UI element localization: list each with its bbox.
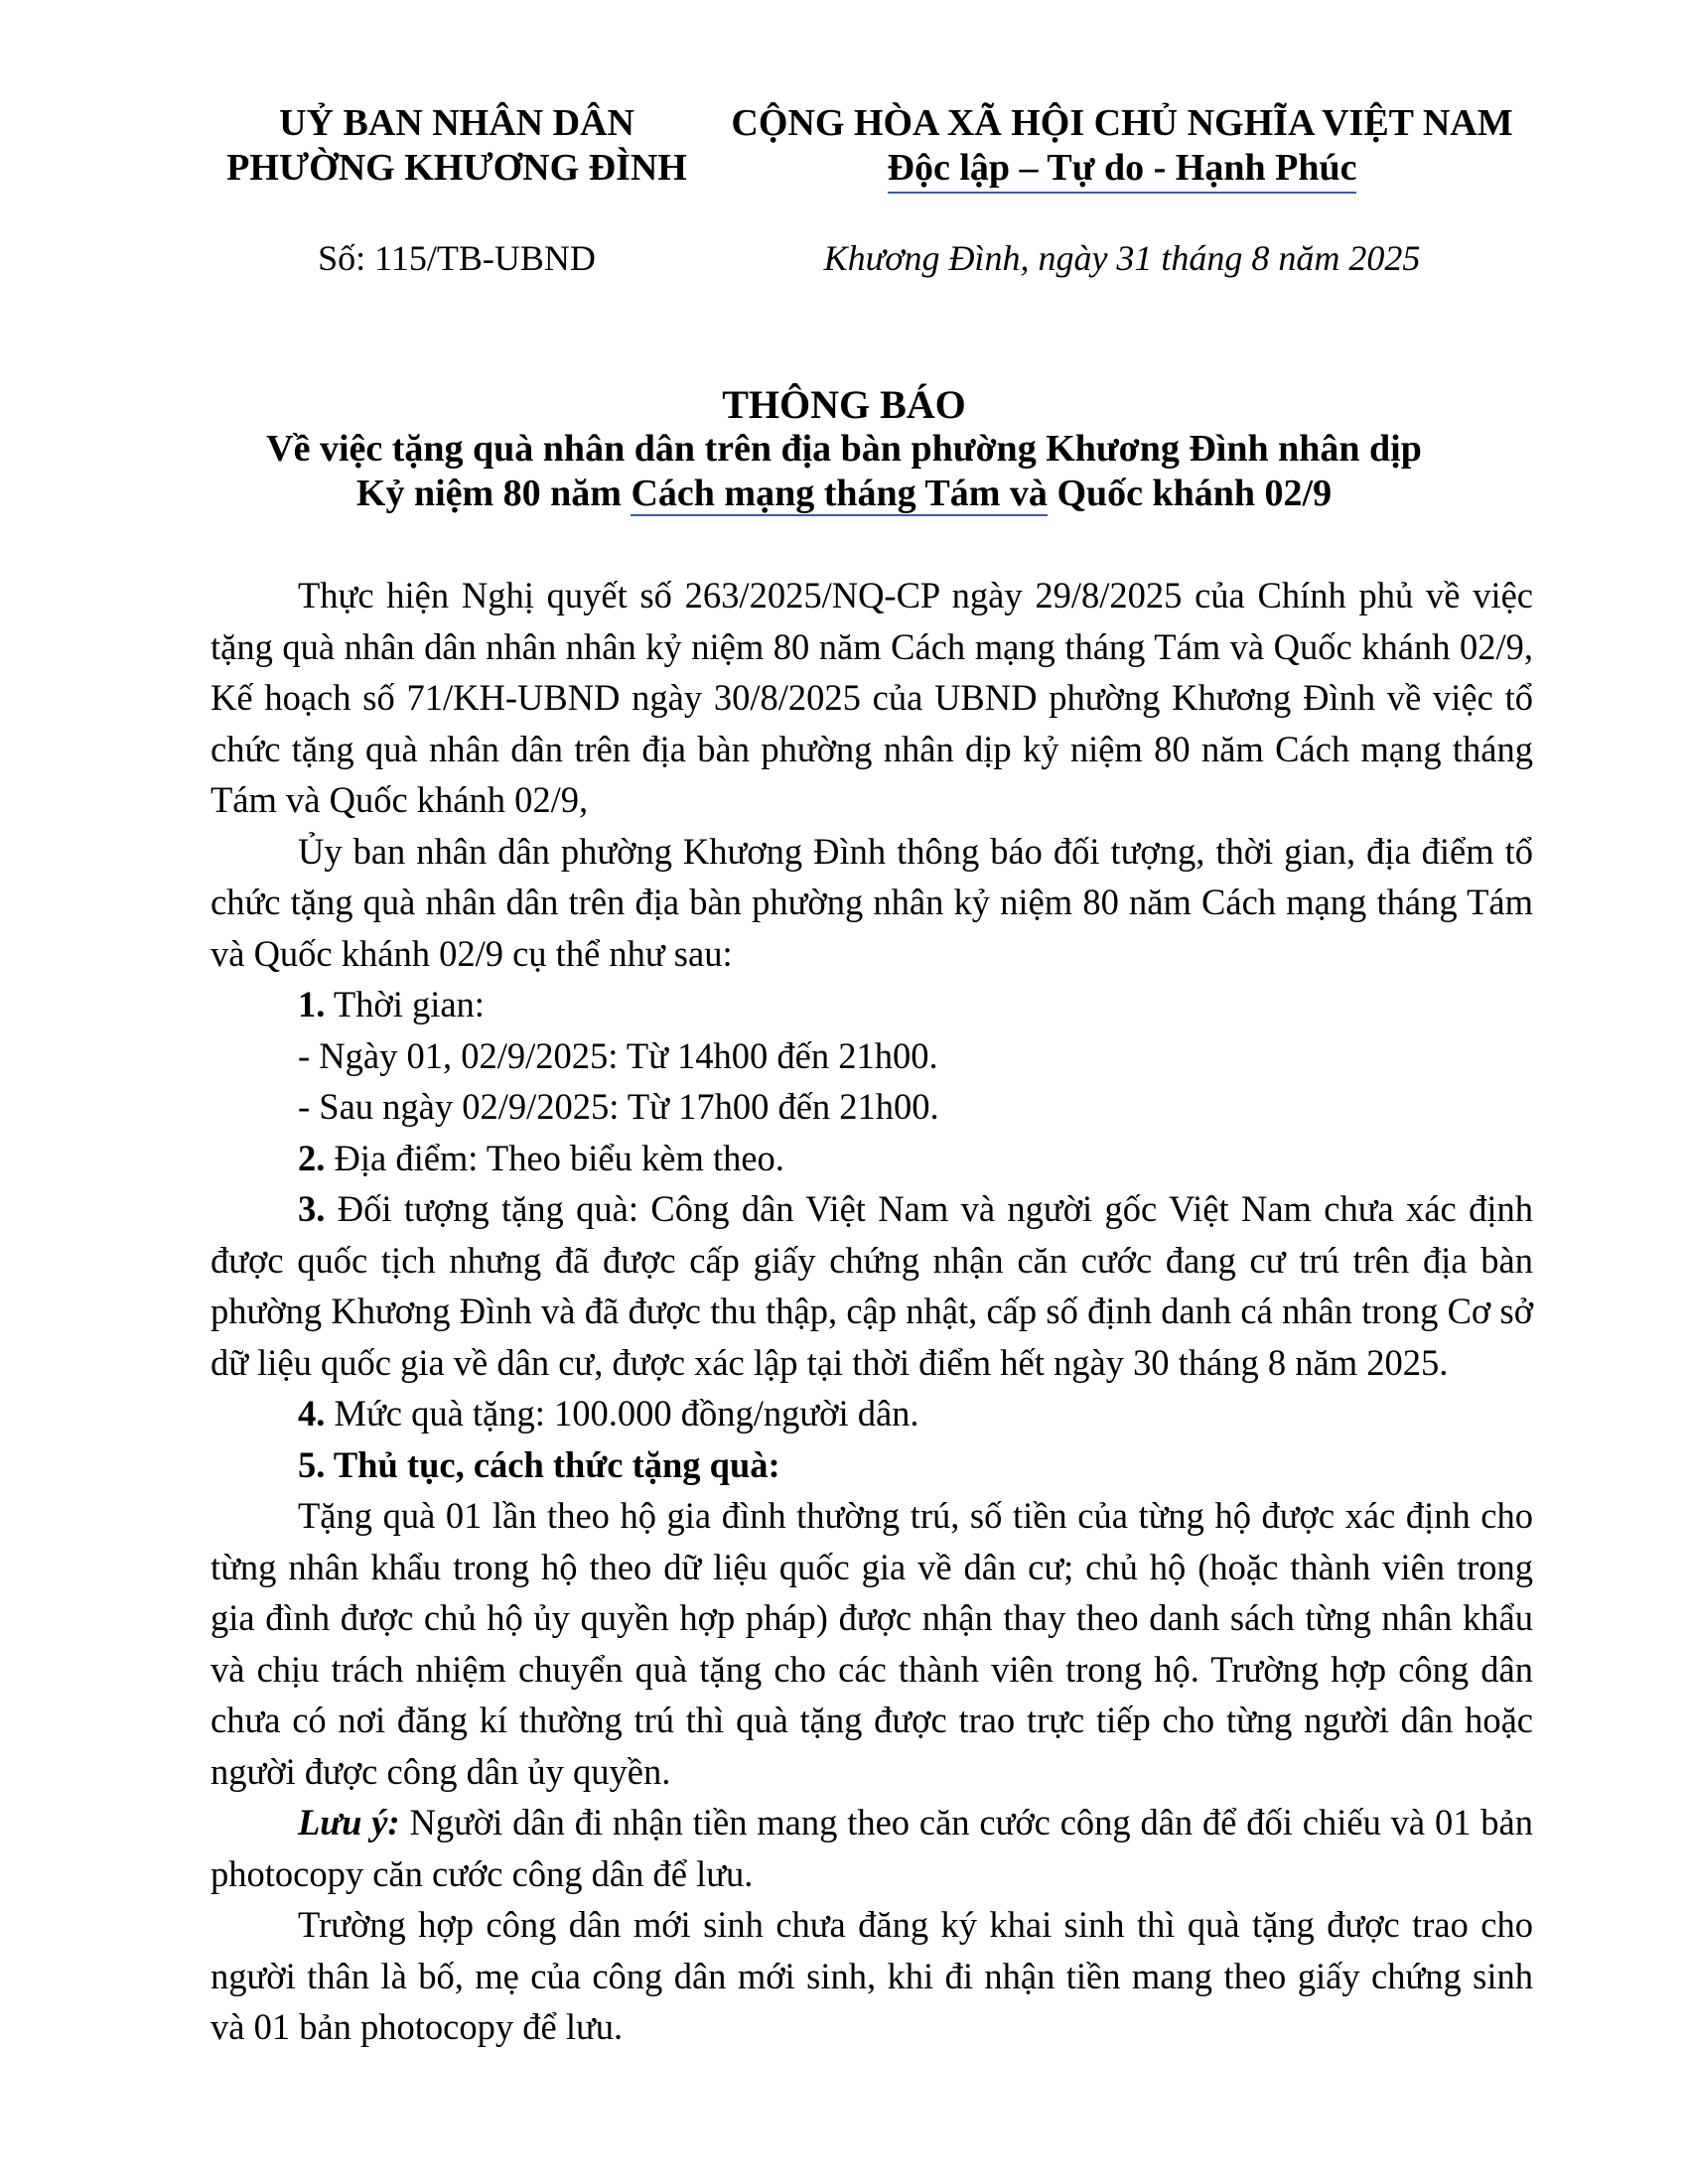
- national-name: CỘNG HÒA XÃ HỘI CHỦ NGHĨA VIỆT NAM: [731, 102, 1513, 144]
- item-recipients: 3. Đối tượng tặng quà: Công dân Việt Nam và người gốc Việt Nam chưa xác định được quốc tịch nhưng đã được cấp giấy chứng nhận căn cước đang cư trú trên địa bàn phường Khương Đình và đã được thu thập, cập nhật, cấp số định danh cá nhân trong Cơ sở dữ liệu quốc gia về dân cư, được xác lập tại thời điểm hết ngày 30 tháng 8 năm 2025.: [211, 1188, 1533, 1383]
- item-location: 2. Địa điểm: Theo biểu kèm theo.: [298, 1137, 784, 1178]
- item-time: 1. Thời gian:: [298, 984, 485, 1024]
- paragraph-basis: Thực hiện Nghị quyết số 263/2025/NQ-CP ngày 29/8/2025 của Chính phủ về việc tặng quà nhân dân nhân nhân kỷ niệm 80 năm Cách mạng tháng Tám và Quốc khánh 02/9, Kế hoạch số 71/KH-UBND ngày 30/8/2025 của UBND phường Khương Đình về việc tổ chức tặng quà nhân dân trên địa bàn phường nhân dịp kỷ niệm 80 năm Cách mạng tháng Tám và Quốc khánh 02/9,: [211, 575, 1533, 820]
- document-date: Khương Đình, ngày 31 tháng 8 năm 2025: [823, 238, 1421, 278]
- national-motto: Độc lập – Tự do - Hạnh Phúc: [888, 146, 1357, 194]
- title-subject-line-1: Về việc tặng quà nhân dân trên địa bàn phường Khương Đình nhân dịp: [266, 428, 1422, 470]
- paragraph-announcement: Ủy ban nhân dân phường Khương Đình thông báo đối tượng, thời gian, địa điểm tổ chức tặng quà nhân dân trên địa bàn phường nhân kỷ niệm 80 năm Cách mạng tháng Tám và Quốc khánh 02/9 cụ thể như sau:: [211, 830, 1533, 974]
- document-title: [149, 382, 1539, 516]
- agency-line-2: PHƯỜNG KHƯƠNG ĐÌNH: [226, 147, 687, 189]
- title-subject-line-2: Kỷ niệm 80 năm Cách mạng tháng Tám và Quốc khánh 02/9: [355, 473, 1333, 514]
- issuing-agency: [218, 101, 695, 191]
- document-number: Số: 115/TB-UBND: [318, 238, 596, 278]
- title-main: THÔNG BÁO: [722, 382, 966, 427]
- paragraph-note: Lưu ý: Người dân đi nhận tiền mang theo căn cước công dân để đối chiếu và 01 bản photocopy căn cước công dân để lưu.: [211, 1802, 1533, 1894]
- agency-line-1: UỶ BAN NHÂN DÂN: [279, 102, 634, 144]
- paragraph-procedure: Tặng quà 01 lần theo hộ gia đình thường trú, số tiền của từng hộ được xác định cho từng nhân khẩu trong hộ theo dữ liệu quốc gia về dân cư; chủ hộ (hoặc thành viên trong gia đình được chủ hộ ủy quyền hợp pháp) được nhận thay theo danh sách từng nhân khẩu và chịu trách nhiệm chuyển quà tặng cho các thành viên trong hộ. Trường hợp công dân chưa có nơi đăng kí thường trú thì quà tặng được trao trực tiếp cho từng người dân hoặc người được công dân ủy quyền.: [211, 1495, 1533, 1792]
- item-time-sub-2: - Sau ngày 02/9/2025: Từ 17h00 đến 21h00.: [298, 1086, 939, 1127]
- paragraph-newborn: Trường hợp công dân mới sinh chưa đăng ký khai sinh thì quà tặng được trao cho người thân là bố, mẹ của công dân mới sinh, khi đi nhận tiền mang theo giấy chứng sinh và 01 bản photocopy để lưu.: [211, 1904, 1533, 2047]
- item-procedure-heading: 5. Thủ tục, cách thức tặng quà:: [298, 1443, 780, 1485]
- item-gift-amount: 4. Mức quà tặng: 100.000 đồng/người dân.: [298, 1393, 919, 1433]
- national-title: [715, 101, 1529, 194]
- document-body: [211, 570, 1533, 2053]
- item-time-sub-1: - Ngày 01, 02/9/2025: Từ 14h00 đến 21h00.: [298, 1034, 938, 1076]
